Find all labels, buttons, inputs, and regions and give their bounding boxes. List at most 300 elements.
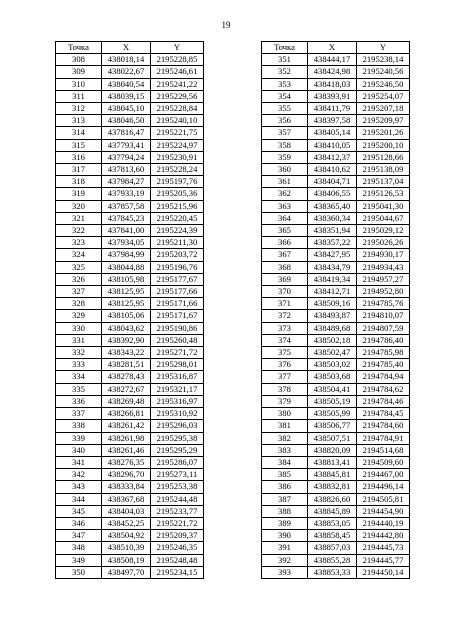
table-row xyxy=(56,78,204,90)
cell-point: 316 xyxy=(56,151,102,163)
cell-x: 438427,95 xyxy=(308,249,357,261)
cell-point: 388 xyxy=(262,505,308,517)
cell-point: 346 xyxy=(56,517,102,529)
table-row xyxy=(262,90,410,102)
table-row xyxy=(262,347,410,359)
cell-x: 438497,70 xyxy=(102,566,151,578)
cell-x: 437845,23 xyxy=(102,212,151,224)
cell-y: 2195310,92 xyxy=(151,408,204,420)
cell-y: 2194509,60 xyxy=(357,456,410,468)
cell-x: 438503,02 xyxy=(308,359,357,371)
cell-y: 2195221,75 xyxy=(151,127,204,139)
cell-y: 2195205,36 xyxy=(151,188,204,200)
cell-point: 348 xyxy=(56,542,102,554)
cell-y: 2195190,86 xyxy=(151,322,204,334)
cell-point: 365 xyxy=(262,225,308,237)
cell-x: 438412,37 xyxy=(308,151,357,163)
cell-point: 344 xyxy=(56,493,102,505)
table-row xyxy=(56,286,204,298)
cell-x: 438296,70 xyxy=(102,469,151,481)
cell-x: 438040,54 xyxy=(102,78,151,90)
cell-x: 437857,58 xyxy=(102,200,151,212)
cell-y: 2195316,97 xyxy=(151,395,204,407)
cell-point: 359 xyxy=(262,151,308,163)
cell-point: 337 xyxy=(56,408,102,420)
cell-x: 438039,15 xyxy=(102,90,151,102)
table-row xyxy=(56,212,204,224)
cell-point: 361 xyxy=(262,176,308,188)
cell-y: 2195254,07 xyxy=(357,90,410,102)
table-row xyxy=(262,469,410,481)
cell-y: 2195128,66 xyxy=(357,151,410,163)
cell-y: 2195238,14 xyxy=(357,54,410,66)
cell-x: 438507,51 xyxy=(308,432,357,444)
cell-y: 2195215,96 xyxy=(151,200,204,212)
cell-point: 363 xyxy=(262,200,308,212)
table-row xyxy=(262,517,410,529)
cell-y: 2195196,76 xyxy=(151,261,204,273)
table-row xyxy=(262,359,410,371)
cell-x: 438444,17 xyxy=(308,54,357,66)
cell-x: 438832,81 xyxy=(308,481,357,493)
cell-x: 438404,71 xyxy=(308,176,357,188)
cell-x: 437934,05 xyxy=(102,237,151,249)
cell-point: 317 xyxy=(56,164,102,176)
table-row xyxy=(56,322,204,334)
cell-x: 438044,88 xyxy=(102,261,151,273)
table-row xyxy=(262,505,410,517)
cell-point: 387 xyxy=(262,493,308,505)
table-header-row xyxy=(56,42,204,54)
cell-y: 2195224,39 xyxy=(151,225,204,237)
cell-x: 437816,47 xyxy=(102,127,151,139)
cell-y: 2194440,19 xyxy=(357,517,410,529)
cell-x: 438857,03 xyxy=(308,542,357,554)
table-row xyxy=(262,420,410,432)
cell-y: 2195286,07 xyxy=(151,456,204,468)
cell-y: 2195246,50 xyxy=(357,78,410,90)
cell-x: 438278,43 xyxy=(102,371,151,383)
header-x: X xyxy=(308,42,357,54)
cell-x: 438405,14 xyxy=(308,127,357,139)
cell-y: 2194445,77 xyxy=(357,554,410,566)
cell-x: 438404,03 xyxy=(102,505,151,517)
coordinates-table-right xyxy=(261,41,410,579)
page-number: 19 xyxy=(221,20,231,30)
cell-x: 438406,55 xyxy=(308,188,357,200)
cell-y: 2195229,56 xyxy=(151,90,204,102)
cell-y: 2194934,43 xyxy=(357,261,410,273)
cell-x: 438845,81 xyxy=(308,469,357,481)
cell-x: 438046,50 xyxy=(102,115,151,127)
table-row xyxy=(56,371,204,383)
table-row xyxy=(262,225,410,237)
table-row xyxy=(262,298,410,310)
cell-y: 2195246,61 xyxy=(151,66,204,78)
cell-y: 2194467,00 xyxy=(357,469,410,481)
cell-point: 367 xyxy=(262,249,308,261)
cell-point: 308 xyxy=(56,54,102,66)
cell-y: 2194784,62 xyxy=(357,383,410,395)
cell-point: 341 xyxy=(56,456,102,468)
table-row xyxy=(262,188,410,200)
cell-point: 391 xyxy=(262,542,308,554)
header-x: X xyxy=(102,42,151,54)
cell-y: 2195207,18 xyxy=(357,103,410,115)
cell-y: 2195203,72 xyxy=(151,249,204,261)
cell-point: 330 xyxy=(56,322,102,334)
cell-x: 437984,99 xyxy=(102,249,151,261)
cell-x: 438853,33 xyxy=(308,566,357,578)
cell-point: 340 xyxy=(56,444,102,456)
cell-x: 438269,48 xyxy=(102,395,151,407)
cell-point: 323 xyxy=(56,237,102,249)
table-row xyxy=(262,322,410,334)
cell-point: 379 xyxy=(262,395,308,407)
cell-point: 371 xyxy=(262,298,308,310)
table-row xyxy=(56,200,204,212)
cell-point: 335 xyxy=(56,383,102,395)
cell-point: 353 xyxy=(262,78,308,90)
cell-point: 314 xyxy=(56,127,102,139)
cell-x: 438411,79 xyxy=(308,103,357,115)
table-row xyxy=(56,127,204,139)
cell-point: 312 xyxy=(56,103,102,115)
table-row xyxy=(262,164,410,176)
cell-point: 319 xyxy=(56,188,102,200)
cell-x: 438393,91 xyxy=(308,90,357,102)
table-row xyxy=(56,469,204,481)
cell-x: 438506,77 xyxy=(308,420,357,432)
cell-x: 438508,19 xyxy=(102,554,151,566)
cell-y: 2195044,67 xyxy=(357,212,410,224)
cell-y: 2194807,59 xyxy=(357,322,410,334)
cell-y: 2195295,38 xyxy=(151,432,204,444)
cell-y: 2195240,56 xyxy=(357,66,410,78)
cell-point: 366 xyxy=(262,237,308,249)
table-body-left xyxy=(56,54,204,579)
cell-point: 368 xyxy=(262,261,308,273)
cell-point: 378 xyxy=(262,383,308,395)
cell-y: 2195253,38 xyxy=(151,481,204,493)
cell-point: 322 xyxy=(56,225,102,237)
cell-y: 2195248,48 xyxy=(151,554,204,566)
cell-point: 326 xyxy=(56,273,102,285)
table-row xyxy=(56,542,204,554)
cell-point: 334 xyxy=(56,371,102,383)
cell-x: 438045,10 xyxy=(102,103,151,115)
cell-y: 2194514,68 xyxy=(357,444,410,456)
cell-x: 438272,67 xyxy=(102,383,151,395)
table-row xyxy=(56,273,204,285)
cell-x: 437794,24 xyxy=(102,151,151,163)
cell-y: 2194952,80 xyxy=(357,286,410,298)
table-row xyxy=(262,530,410,542)
cell-point: 336 xyxy=(56,395,102,407)
coordinates-table-left xyxy=(55,41,204,579)
cell-y: 2194445,73 xyxy=(357,542,410,554)
table-row xyxy=(56,517,204,529)
cell-x: 438434,79 xyxy=(308,261,357,273)
table-row xyxy=(262,66,410,78)
table-row xyxy=(56,54,204,66)
cell-point: 350 xyxy=(56,566,102,578)
cell-x: 438333,84 xyxy=(102,481,151,493)
cell-y: 2194785,40 xyxy=(357,359,410,371)
table-row xyxy=(56,359,204,371)
cell-x: 438418,03 xyxy=(308,78,357,90)
cell-y: 2195295,29 xyxy=(151,444,204,456)
table-row xyxy=(56,505,204,517)
cell-y: 2195224,97 xyxy=(151,139,204,151)
table-row xyxy=(262,237,410,249)
table-row xyxy=(262,127,410,139)
table-row xyxy=(262,151,410,163)
cell-y: 2195171,67 xyxy=(151,310,204,322)
table-row xyxy=(262,200,410,212)
cell-point: 321 xyxy=(56,212,102,224)
cell-x: 438043,62 xyxy=(102,322,151,334)
cell-x: 438504,41 xyxy=(308,383,357,395)
cell-point: 380 xyxy=(262,408,308,420)
cell-y: 2195137,04 xyxy=(357,176,410,188)
cell-x: 438105,98 xyxy=(102,273,151,285)
cell-point: 331 xyxy=(56,334,102,346)
cell-point: 360 xyxy=(262,164,308,176)
header-y: Y xyxy=(357,42,410,54)
table-row xyxy=(262,139,410,151)
cell-y: 2195126,53 xyxy=(357,188,410,200)
cell-x: 438419,34 xyxy=(308,273,357,285)
cell-y: 2195220,45 xyxy=(151,212,204,224)
cell-x: 438261,46 xyxy=(102,444,151,456)
cell-y: 2195200,10 xyxy=(357,139,410,151)
cell-y: 2194784,45 xyxy=(357,408,410,420)
table-row xyxy=(262,176,410,188)
cell-y: 2194786,40 xyxy=(357,334,410,346)
cell-y: 2195041,30 xyxy=(357,200,410,212)
cell-y: 2194454,90 xyxy=(357,505,410,517)
cell-y: 2195233,77 xyxy=(151,505,204,517)
cell-point: 343 xyxy=(56,481,102,493)
table-row xyxy=(262,103,410,115)
cell-y: 2194784,94 xyxy=(357,371,410,383)
table-row xyxy=(56,432,204,444)
cell-x: 438489,68 xyxy=(308,322,357,334)
cell-y: 2195316,87 xyxy=(151,371,204,383)
table-row xyxy=(56,90,204,102)
cell-point: 392 xyxy=(262,554,308,566)
table-row xyxy=(56,493,204,505)
cell-point: 362 xyxy=(262,188,308,200)
cell-x: 438820,09 xyxy=(308,444,357,456)
cell-point: 393 xyxy=(262,566,308,578)
cell-y: 2195240,10 xyxy=(151,115,204,127)
cell-x: 438510,39 xyxy=(102,542,151,554)
table-row xyxy=(56,334,204,346)
cell-point: 318 xyxy=(56,176,102,188)
table-row xyxy=(56,115,204,127)
cell-x: 438351,94 xyxy=(308,225,357,237)
table-row xyxy=(56,164,204,176)
cell-x: 438261,42 xyxy=(102,420,151,432)
cell-point: 351 xyxy=(262,54,308,66)
table-row xyxy=(262,286,410,298)
table-row xyxy=(262,371,410,383)
cell-x: 438343,22 xyxy=(102,347,151,359)
cell-point: 374 xyxy=(262,334,308,346)
table-row xyxy=(56,408,204,420)
cell-y: 2194785,76 xyxy=(357,298,410,310)
cell-x: 437841,00 xyxy=(102,225,151,237)
cell-x: 438125,95 xyxy=(102,286,151,298)
cell-point: 385 xyxy=(262,469,308,481)
cell-x: 438365,40 xyxy=(308,200,357,212)
cell-point: 313 xyxy=(56,115,102,127)
cell-y: 2195241,22 xyxy=(151,78,204,90)
table-row xyxy=(262,444,410,456)
cell-point: 358 xyxy=(262,139,308,151)
cell-x: 438125,95 xyxy=(102,298,151,310)
cell-y: 2194784,60 xyxy=(357,420,410,432)
cell-x: 438018,14 xyxy=(102,54,151,66)
cell-y: 2195029,12 xyxy=(357,225,410,237)
cell-y: 2195234,15 xyxy=(151,566,204,578)
cell-y: 2195273,11 xyxy=(151,469,204,481)
header-point: Точка xyxy=(56,42,102,54)
table-row xyxy=(262,383,410,395)
cell-point: 373 xyxy=(262,322,308,334)
cell-x: 438022,67 xyxy=(102,66,151,78)
cell-y: 2194450,14 xyxy=(357,566,410,578)
cell-y: 2195321,17 xyxy=(151,383,204,395)
cell-y: 2195177,67 xyxy=(151,273,204,285)
table-row xyxy=(56,554,204,566)
cell-y: 2194784,91 xyxy=(357,432,410,444)
cell-x: 438357,22 xyxy=(308,237,357,249)
cell-y: 2195228,84 xyxy=(151,103,204,115)
cell-x: 438392,90 xyxy=(102,334,151,346)
cell-point: 375 xyxy=(262,347,308,359)
cell-x: 438505,99 xyxy=(308,408,357,420)
cell-point: 354 xyxy=(262,90,308,102)
cell-y: 2194784,46 xyxy=(357,395,410,407)
cell-point: 320 xyxy=(56,200,102,212)
cell-point: 345 xyxy=(56,505,102,517)
cell-point: 376 xyxy=(262,359,308,371)
cell-x: 438505,19 xyxy=(308,395,357,407)
table-row xyxy=(56,151,204,163)
cell-y: 2194810,07 xyxy=(357,310,410,322)
cell-x: 438493,87 xyxy=(308,310,357,322)
table-header-row xyxy=(262,42,410,54)
table-row xyxy=(56,103,204,115)
cell-point: 369 xyxy=(262,273,308,285)
cell-x: 438105,06 xyxy=(102,310,151,322)
cell-point: 329 xyxy=(56,310,102,322)
table-row xyxy=(262,554,410,566)
cell-point: 310 xyxy=(56,78,102,90)
table-row xyxy=(262,334,410,346)
table-row xyxy=(262,54,410,66)
table-row xyxy=(56,481,204,493)
table-row xyxy=(262,542,410,554)
cell-x: 438813,41 xyxy=(308,456,357,468)
table-row xyxy=(262,273,410,285)
cell-y: 2195228,24 xyxy=(151,164,204,176)
cell-point: 386 xyxy=(262,481,308,493)
cell-x: 438502,47 xyxy=(308,347,357,359)
cell-y: 2194496,14 xyxy=(357,481,410,493)
cell-point: 311 xyxy=(56,90,102,102)
cell-x: 438261,98 xyxy=(102,432,151,444)
cell-y: 2195026,26 xyxy=(357,237,410,249)
table-row xyxy=(56,139,204,151)
cell-x: 437793,41 xyxy=(102,139,151,151)
cell-point: 327 xyxy=(56,286,102,298)
table-body-right xyxy=(262,54,410,579)
cell-y: 2194785,98 xyxy=(357,347,410,359)
cell-point: 333 xyxy=(56,359,102,371)
cell-y: 2195211,30 xyxy=(151,237,204,249)
cell-y: 2195201,26 xyxy=(357,127,410,139)
cell-x: 438410,62 xyxy=(308,164,357,176)
cell-y: 2195244,48 xyxy=(151,493,204,505)
cell-point: 377 xyxy=(262,371,308,383)
cell-point: 370 xyxy=(262,286,308,298)
cell-point: 339 xyxy=(56,432,102,444)
table-row xyxy=(56,298,204,310)
cell-y: 2195260,48 xyxy=(151,334,204,346)
cell-point: 352 xyxy=(262,66,308,78)
table-row xyxy=(56,530,204,542)
cell-point: 324 xyxy=(56,249,102,261)
cell-x: 438360,34 xyxy=(308,212,357,224)
cell-x: 438858,45 xyxy=(308,530,357,542)
cell-x: 438826,60 xyxy=(308,493,357,505)
cell-x: 438503,68 xyxy=(308,371,357,383)
cell-y: 2195271,72 xyxy=(151,347,204,359)
cell-point: 389 xyxy=(262,517,308,529)
cell-point: 338 xyxy=(56,420,102,432)
cell-x: 438276,35 xyxy=(102,456,151,468)
cell-point: 381 xyxy=(262,420,308,432)
cell-point: 349 xyxy=(56,554,102,566)
cell-y: 2194957,27 xyxy=(357,273,410,285)
cell-x: 438410,05 xyxy=(308,139,357,151)
cell-y: 2195230,91 xyxy=(151,151,204,163)
table-row xyxy=(262,481,410,493)
table-row xyxy=(262,310,410,322)
cell-y: 2195246,35 xyxy=(151,542,204,554)
table-row xyxy=(262,395,410,407)
cell-y: 2195197,76 xyxy=(151,176,204,188)
table-row xyxy=(56,566,204,578)
table-row xyxy=(56,237,204,249)
table-row xyxy=(262,432,410,444)
cell-y: 2194505,81 xyxy=(357,493,410,505)
cell-x: 438367,68 xyxy=(102,493,151,505)
cell-y: 2195209,97 xyxy=(357,115,410,127)
table-row xyxy=(56,347,204,359)
cell-y: 2195138,09 xyxy=(357,164,410,176)
cell-point: 309 xyxy=(56,66,102,78)
cell-x: 438853,05 xyxy=(308,517,357,529)
cell-point: 372 xyxy=(262,310,308,322)
table-row xyxy=(262,493,410,505)
cell-point: 347 xyxy=(56,530,102,542)
cell-point: 382 xyxy=(262,432,308,444)
